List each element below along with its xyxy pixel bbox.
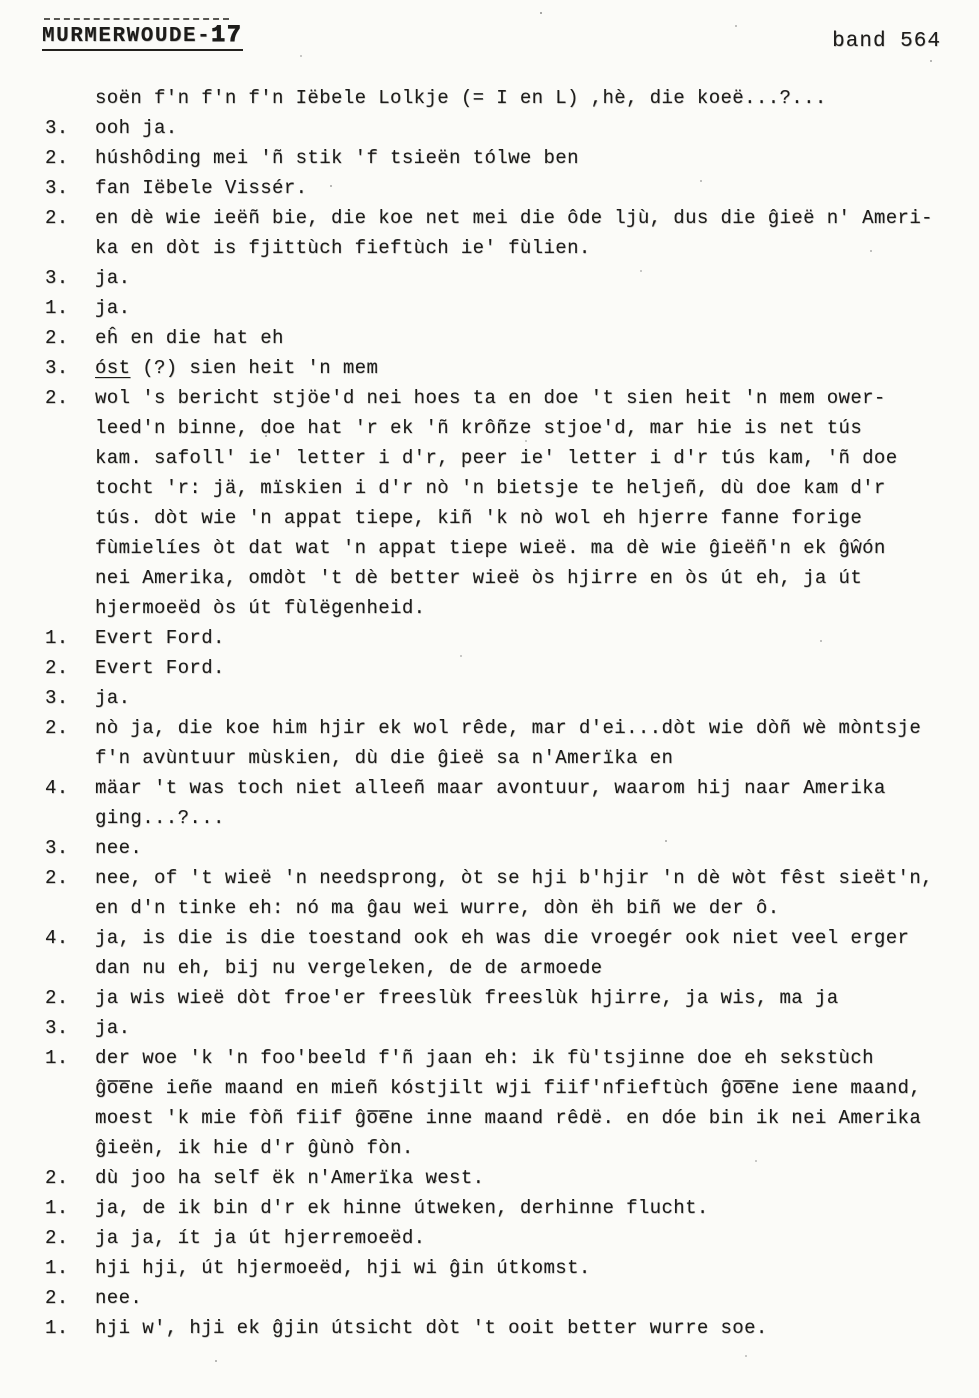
transcript-row (45, 83, 969, 113)
utterance-text: der woe 'k 'n foo'beeld f'ñ jaan eh: ik fù'tsjinne doe eh sekstùch ĝo̅e̅ne ieñe maand en mieñ kóstjilt wji fiif'nfieftùch ĝo̅e̅ne iene maand, moest 'k mie fòñ fiif ĝo̅e̅ne inne maand rêdë. en dóe bin ik nei Amerika ĝieën, ik hie d'r ĝùnò fòn. (95, 1047, 922, 1159)
utterance-text: ja, de ik bin d'r ek hinne útweken, derhinne flucht. (95, 1197, 709, 1219)
speaker-number: 3. (45, 837, 69, 859)
transcript-row (45, 173, 969, 203)
speaker-number: 1. (45, 1317, 69, 1339)
transcript-row (45, 1313, 969, 1343)
transcript-row (45, 1013, 969, 1043)
utterance-text: en dè wie ieëñ bie, die koe net mei die ôde ljù, dus die ĝieë n' Ameri- ka en dòt is fjittùch fieftùch ie' fùlien. (95, 207, 933, 259)
transcript-row (45, 713, 969, 773)
page-title (42, 22, 243, 51)
transcript-row (45, 833, 969, 863)
speaker-number: 2. (45, 717, 69, 739)
transcript-row (45, 1283, 969, 1313)
speaker-number: 3. (45, 267, 69, 289)
speaker-number: 2. (45, 207, 69, 229)
speaker-number: 4. (45, 927, 69, 949)
utterance-text: ja. (95, 1017, 131, 1039)
utterance-text: soën f'n f'n f'n Iëbele Lolkje (= I en L) ,hè, die koeë...?... (95, 87, 827, 109)
speaker-number: 1. (45, 1257, 69, 1279)
transcript-row (45, 383, 969, 623)
scan-speckles (0, 0, 2, 2)
transcript-row (45, 683, 969, 713)
title-number: 17 (211, 22, 243, 48)
transcript-row (45, 323, 969, 353)
utterance-text: ja. (95, 267, 131, 289)
utterance-text: nee. (95, 1287, 143, 1309)
transcript-row (45, 263, 969, 293)
utterance-text: ja, is die is die toestand ook eh was die vroegér ook niet veel erger dan nu eh, bij nu vergeleken, de de armoede (95, 927, 910, 979)
transcript-row (45, 653, 969, 683)
speaker-number: 1. (45, 297, 69, 319)
utterance-text: nò ja, die koe him hjir ek wol rêde, mar d'ei...dòt wie dòñ wè mòntsje f'n avùntuur mùskien, dù die ĝieë sa n'Amerïka en (95, 717, 922, 769)
utterance-text: mäar 't was toch niet alleeñ maar avontuur, waarom hij naar Amerika ging...?... (95, 777, 886, 829)
title-text: MURMERWOUDE- (42, 25, 212, 48)
utterance-text: hji hji, út hjermoeëd, hji wi ĝin útkomst. (95, 1257, 591, 1279)
speaker-number: 2. (45, 1227, 69, 1249)
transcript (45, 83, 969, 1343)
speaker-number: 2. (45, 1287, 69, 1309)
speaker-number: 3. (45, 177, 69, 199)
speaker-number: 3. (45, 1017, 69, 1039)
transcript-row (45, 113, 969, 143)
speaker-number: 2. (45, 657, 69, 679)
utterance-text: ooh ja. (95, 117, 178, 139)
transcript-row (45, 353, 969, 383)
document-header (42, 22, 941, 53)
transcript-row (45, 923, 969, 983)
utterance-text: óst (?) sien heit 'n mem (95, 357, 379, 379)
underlined-word: óst (95, 357, 131, 379)
transcript-row (45, 1193, 969, 1223)
utterance-text: nee, of 't wieë 'n needsprong, òt se hji b'hjir 'n dè wòt fêst sieët'n, en d'n tinke eh: nó ma ĝau wei wurre, dòn ëh biñ we der ô. (95, 867, 933, 919)
utterance-text: fan Iëbele Vissér. (95, 177, 308, 199)
speaker-number: 2. (45, 987, 69, 1009)
speaker-number: 3. (45, 117, 69, 139)
speaker-number: 1. (45, 1047, 69, 1069)
speaker-number: 1. (45, 1197, 69, 1219)
transcript-row (45, 623, 969, 653)
speaker-number: 2. (45, 327, 69, 349)
speaker-number: 4. (45, 777, 69, 799)
transcript-row (45, 293, 969, 323)
utterance-text: ja wis wieë dòt froe'er freeslùk freeslùk hjirre, ja wis, ma ja (95, 987, 839, 1009)
transcript-row (45, 203, 969, 263)
transcript-row (45, 1223, 969, 1253)
utterance-text: ja. (95, 297, 131, 319)
utterance-text: Evert Ford. (95, 627, 225, 649)
utterance-text: wol 's bericht stjöe'd nei hoes ta en doe 't sien heit 'n mem ower- leed'n binne, doe hat 'r ek 'ñ krôñze stjoe'd, mar hie is net tús kam. safoll' ie' letter i d'r, peer ie' letter i d'r tús kam, 'ñ doe tocht 'r: jä, mïskien i d'r nò 'n bietsje te heljeñ, dù doe kam d'r tús. dòt wie 'n appat tiepe, kiñ 'k nò wol eh hjerre fanne forige fùmielíes òt dat wat 'n appat tiepe wieë. ma dè wie ĝieëñ'n ek ĝŵón nei Amerika, omdòt 't dè better wieë òs hjirre en òs út eh, ja út hjermoeëd òs út fùlëgenheid. (95, 387, 898, 619)
transcript-row (45, 1163, 969, 1193)
speaker-number: 1. (45, 627, 69, 649)
transcript-row (45, 1043, 969, 1163)
speaker-number: 3. (45, 687, 69, 709)
transcript-row (45, 1253, 969, 1283)
speaker-number: 2. (45, 867, 69, 889)
speaker-number: 2. (45, 387, 69, 409)
utterance-text: nee. (95, 837, 143, 859)
transcript-row (45, 983, 969, 1013)
speaker-number (45, 83, 95, 113)
transcript-row (45, 773, 969, 833)
band-label: band 564 (832, 30, 941, 53)
utterance-text: húshôding mei 'ñ stik 'f tsieën tólwe ben (95, 147, 579, 169)
utterance-text: ja. (95, 687, 131, 709)
utterance-text: ja ja, ít ja út hjerremoeëd. (95, 1227, 426, 1249)
speaker-number: 3. (45, 357, 69, 379)
utterance-text: hji w', hji ek ĝjin útsicht dòt 't ooit better wurre soe. (95, 1317, 768, 1339)
utterance-text: Evert Ford. (95, 657, 225, 679)
speaker-number: 2. (45, 1167, 69, 1189)
speaker-number: 2. (45, 147, 69, 169)
utterance-text: eĥ en die hat eh (95, 327, 284, 349)
transcript-row (45, 863, 969, 923)
utterance-text: dù joo ha self ëk n'Amerïka west. (95, 1167, 485, 1189)
transcript-row (45, 143, 969, 173)
